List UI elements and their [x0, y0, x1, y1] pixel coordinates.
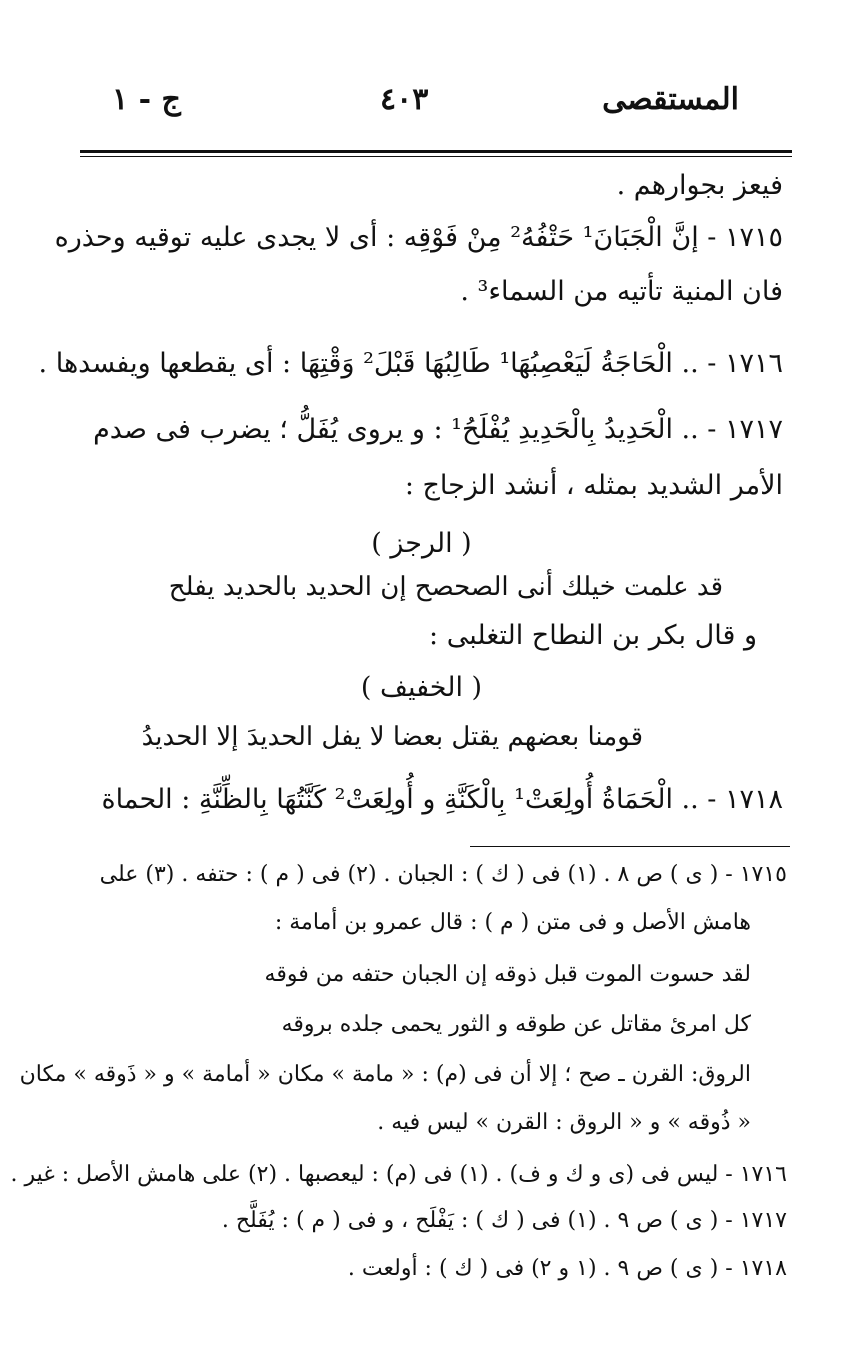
footnote-line: هامش الأصل و فى متن ( م ) : قال عمرو بن أمامة : [274, 910, 751, 935]
entry-1715: ١٧١٥ - إنَّ الْجَبَانَ¹ حَتْفُهُ² مِنْ فَوْقِه : أى لا يجدى عليه توقيه وحذره [54, 222, 783, 253]
body-line: فيعز بجوارهم . [616, 170, 783, 201]
footnote-separator [470, 846, 790, 847]
entry-1717: ١٧١٧ - .. الْحَدِيدُ بِالْحَدِيدِ يُفْلَحُ¹ : و يروى يُفَلُّ ؛ يضرب فى صدم [93, 414, 783, 445]
page-number: ٤٠٣ [380, 82, 429, 117]
body-line: و قال بكر بن النطاح التغلبى : [429, 620, 757, 651]
meter-label: ( الخفيف ) [360, 672, 483, 703]
entry-1716: ١٧١٦ - .. الْحَاجَةُ لَيَعْصِبُهَا¹ طَالِبُهَا قَبْلَ² وَقْتِهَا : أى يقطعها ويفسدها . [38, 348, 783, 379]
footnote-verse: كل امرئ مقاتل عن طوقه و الثور يحمى جلده بروقه [281, 1012, 751, 1037]
footnote-1717: ١٧١٧ - ( ى ) ص ٩ . (١) فى ( ك ) : يَفْلَح ، و فى ( م ) : يُفَلَّح . [221, 1208, 787, 1233]
footnote-1716: ١٧١٦ - ليس فى (ى و ك و ف) . (١) فى (م) : ليعصبها . (٢) على هامش الأصل : غير . [10, 1162, 787, 1187]
entry-1718: ١٧١٨ - .. الْحَمَاةُ أُولِعَتْ¹ بِالْكَنَّةِ و أُولِعَتْ² كَنَّتُهَا بِالظِّنَّةِ : الحماة [101, 784, 783, 815]
verse-line: قومنا بعضهم يقتل بعضا لا يفل الحديدَ إلا الحديدُ [141, 722, 643, 752]
meter-label: ( الرجز ) [371, 528, 472, 559]
header-rule-thin [80, 156, 792, 157]
footnote-1718: ١٧١٨ - ( ى ) ص ٩ . (١ و ٢) فى ( ك ) : أولعت . [347, 1256, 787, 1281]
verse-line: قد علمت خيلك أنى الصحصح إن الحديد بالحديد يفلح [168, 572, 723, 602]
body-line: فان المنية تأتيه من السماء³ . [460, 276, 783, 307]
book-title: المستقصى [602, 82, 739, 117]
footnote-line: « ذُوقه » و « الروق : القرن » ليس فيه . [377, 1110, 751, 1135]
volume-label: ج - ١ [112, 82, 181, 117]
header-rule-thick [80, 150, 792, 153]
footnote-verse: لقد حسوت الموت قبل ذوقه إن الجبان حتفه من فوقه [264, 962, 751, 987]
footnote-line: الروق: القرن ـ صح ؛ إلا أن فى (م) : « مامة » مكان « أمامة » و « ذَوقه » مكان [19, 1062, 751, 1087]
footnote-line: ١٧١٥ - ( ى ) ص ٨ . (١) فى ( ك ) : الجبان . (٢) فى ( م ) : حتفه . (٣) على [99, 862, 787, 887]
body-line: الأمر الشديد بمثله ، أنشد الزجاج : [404, 470, 783, 501]
